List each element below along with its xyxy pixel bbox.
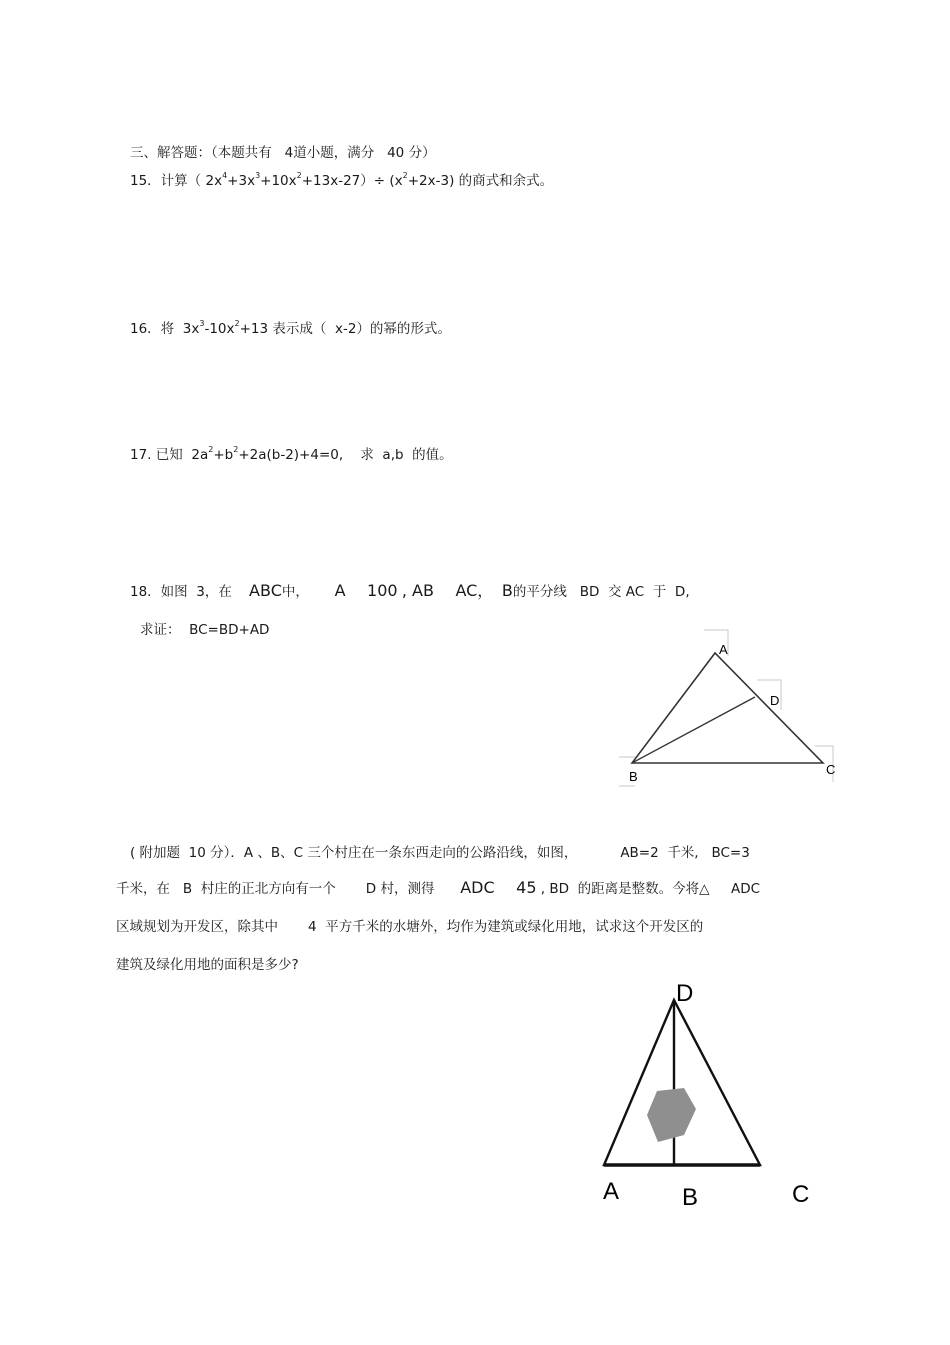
label-c-2: C (792, 1181, 810, 1208)
bonus-line-1: ( 附加题 10 分）．A 、B、C 三个村庄在一条东西走向的公路沿线，如图， AB=2 千米, BC=3 (130, 845, 750, 861)
bonus-line-2: 千米，在 B 村庄的正北方向有一个 D 村，测得 ADC 45 , BD 的距离是整数。今将△ ADC (116, 878, 761, 897)
question-18-prove: 求证： BC=BD+AD (140, 622, 270, 638)
label-d-2: D (676, 980, 694, 1007)
question-15: 15．计算（ $2x^4+3x^3+10x^2+13x-27)\div (x^2+2x-3)$ 的商式和余式。 (130, 171, 554, 189)
section-header: 三、解答题：（本题共有 4道小题，满分 40 分） (130, 145, 436, 161)
question-18: 18．如图 3，在 ABC中， A 100 , AB AC， B的平分线 BD 交 AC 于 D, (130, 581, 690, 600)
bonus-figure-triangle (590, 975, 830, 1215)
bonus-line-4: 建筑及绿化用地的面积是多少? (116, 957, 299, 973)
label-a: A (719, 642, 728, 657)
figure-3-triangle (615, 620, 845, 795)
triangle-adc (604, 1000, 760, 1165)
label-b: B (629, 769, 638, 784)
label-d: D (770, 693, 780, 708)
label-a-2: A (603, 1178, 620, 1205)
bisector-bd (632, 697, 755, 763)
triangle-abc (632, 653, 823, 763)
question-16: 16．将 $3x^3-10x^2+13$ 表示成（ x-2）的幂的形式。 (130, 319, 451, 337)
pond-hexagon (647, 1088, 696, 1142)
bonus-line-3: 区域规划为开发区，除其中 4 平方千米的水塘外，均作为建筑或绿化用地，试求这个开发区的 (116, 919, 704, 935)
label-b-2: B (682, 1184, 699, 1211)
question-17: 17. 已知 $2a^2+b^2+2a(b-2)+4=0$, 求 a,b 的值。 (130, 445, 453, 463)
label-c: C (826, 762, 836, 777)
